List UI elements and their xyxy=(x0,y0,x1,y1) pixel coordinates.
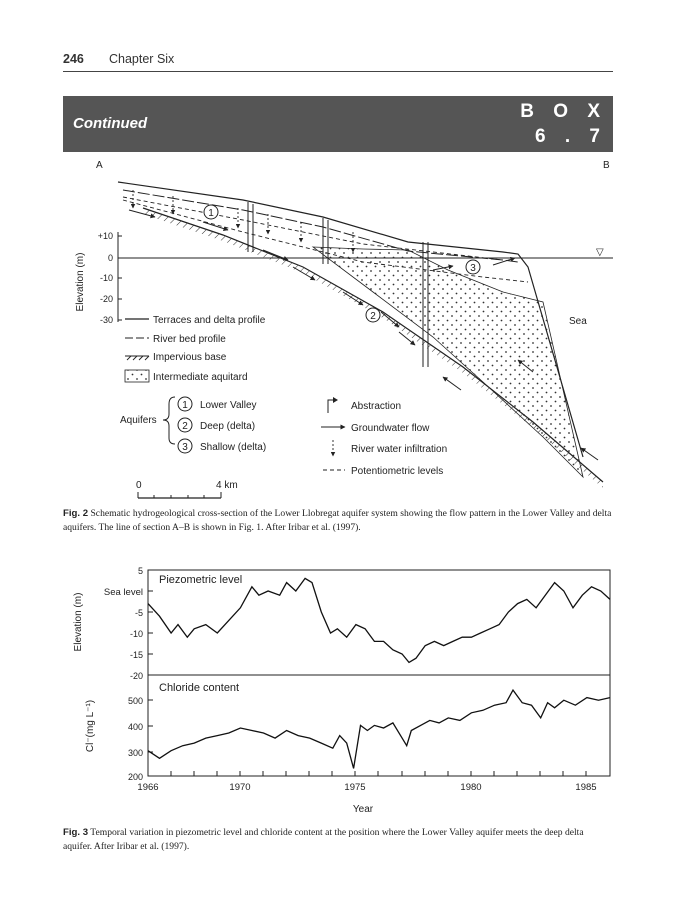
bottom-y-tick: 500 xyxy=(127,696,143,706)
scale-end: 4 km xyxy=(216,480,238,491)
legend-aquitard: Intermediate aquitard xyxy=(153,372,248,383)
fig2-y-tick: -20 xyxy=(99,294,113,304)
bottom-y-tick: 300 xyxy=(127,748,143,758)
x-tick-label: 1980 xyxy=(460,782,482,793)
bottom-axis-title: Cl⁻(mg L⁻¹) xyxy=(85,699,96,753)
legend-aquifer-num-1: 1 xyxy=(182,400,188,411)
top-panel-title: Piezometric level xyxy=(159,574,243,586)
aquifer-marker-2-label: 2 xyxy=(370,311,376,322)
flow-arrow xyxy=(203,222,228,230)
sea-level-label: Sea level xyxy=(103,587,143,598)
fig2-svg xyxy=(63,152,613,500)
header-rule xyxy=(63,71,613,72)
fig2-y-tick: 0 xyxy=(107,253,113,263)
running-header xyxy=(63,50,613,72)
box-number xyxy=(520,99,607,149)
legend-impervious: Impervious base xyxy=(153,352,227,363)
flow-arrow xyxy=(581,448,598,460)
x-tick-label: 1966 xyxy=(137,782,159,793)
fig2-caption-text: Schematic hydrogeological cross-section of the Lower Llobregat aquifer system showing the flow pattern in the Lower Valley and delta aquifers. The line of section A–B is shown in Fig. 1. After Iribar et al. (1997). xyxy=(63,508,612,533)
top-y-tick: -10 xyxy=(129,629,143,639)
chloride-series-line xyxy=(148,690,610,768)
legend-swatch-aquitard xyxy=(125,370,149,382)
box-label-line1: B O X xyxy=(520,101,607,122)
continued-label: Continued xyxy=(73,115,148,132)
aquifers-brace xyxy=(163,397,175,444)
fig2-y-tick: +10 xyxy=(97,231,113,241)
x-tick-label: 1985 xyxy=(575,782,597,793)
legend-river-bed: River bed profile xyxy=(153,334,226,345)
top-y-tick: -15 xyxy=(129,650,143,660)
legend-potentiometric: Potentiometric levels xyxy=(351,466,444,477)
page-number: 246 xyxy=(63,52,84,66)
bottom-panel-title: Chloride content xyxy=(159,682,240,694)
top-axis-title: Elevation (m) xyxy=(73,592,84,652)
x-minor-ticks xyxy=(171,771,586,776)
section-label-b: B xyxy=(603,160,610,171)
sea-level-symbol: ▽ xyxy=(596,247,604,258)
fig2-cross-section xyxy=(63,152,613,500)
bottom-y-tick: 400 xyxy=(127,722,143,732)
x-tick-label: 1975 xyxy=(344,782,366,793)
top-y-tick: -20 xyxy=(129,671,143,681)
chapter-title: Chapter Six xyxy=(109,52,175,66)
piezometric-series-line xyxy=(148,578,610,662)
legend-infiltration: River water infiltration xyxy=(351,444,448,455)
fig2-y-axis-title: Elevation (m) xyxy=(75,252,86,312)
box-banner xyxy=(63,96,613,152)
legend-aquifer-label-3: Shallow (delta) xyxy=(200,442,267,453)
bottom-y-tick: 200 xyxy=(127,772,143,782)
aquifer-marker-3-label: 3 xyxy=(470,263,476,274)
legend-hatch-icon xyxy=(127,356,149,360)
x-axis-title: Year xyxy=(352,804,374,815)
legend-aquifer-num-2: 2 xyxy=(182,421,188,432)
top-y-tick: -5 xyxy=(134,608,143,618)
sea-label: Sea xyxy=(569,316,587,327)
fig2-y-tick: -10 xyxy=(99,273,113,283)
legend-terraces: Terraces and delta profile xyxy=(153,315,266,326)
x-tick-label: 1970 xyxy=(229,782,251,793)
abstraction-icon-head xyxy=(333,397,338,403)
fig3-svg xyxy=(63,560,613,818)
legend-groundwater: Groundwater flow xyxy=(351,423,430,434)
potentiometric-line-2 xyxy=(123,197,503,260)
fig3-time-series xyxy=(63,560,613,818)
section-label-a: A xyxy=(96,160,103,171)
fig3-caption-label: Fig. 3 xyxy=(63,827,89,838)
legend-abstraction: Abstraction xyxy=(351,401,402,412)
legend-aquifer-label-2: Deep (delta) xyxy=(200,421,256,432)
fig3-caption-text: Temporal variation in piezometric level and chloride content at the position where the Lower Valley aquifer meets the deep delta aquifer. After Iribar et al. (1997). xyxy=(63,827,584,852)
fig2-y-tick: -30 xyxy=(99,315,113,325)
fig3-caption xyxy=(63,826,613,853)
flow-arrow xyxy=(381,312,399,327)
legend-aquifer-label-1: Lower Valley xyxy=(200,400,257,411)
legend-aquifer-num-3: 3 xyxy=(182,442,188,453)
box-label-line2: 6 . 7 xyxy=(535,126,607,147)
scale-start: 0 xyxy=(136,480,142,491)
aquifer-marker-1-label: 1 xyxy=(208,208,214,219)
fig2-caption xyxy=(63,507,613,534)
top-y-tick: 5 xyxy=(137,566,143,576)
flow-arrow xyxy=(443,377,461,390)
legend-aquifers-title: Aquifers xyxy=(120,415,157,426)
fig2-caption-label: Fig. 2 xyxy=(63,508,89,519)
